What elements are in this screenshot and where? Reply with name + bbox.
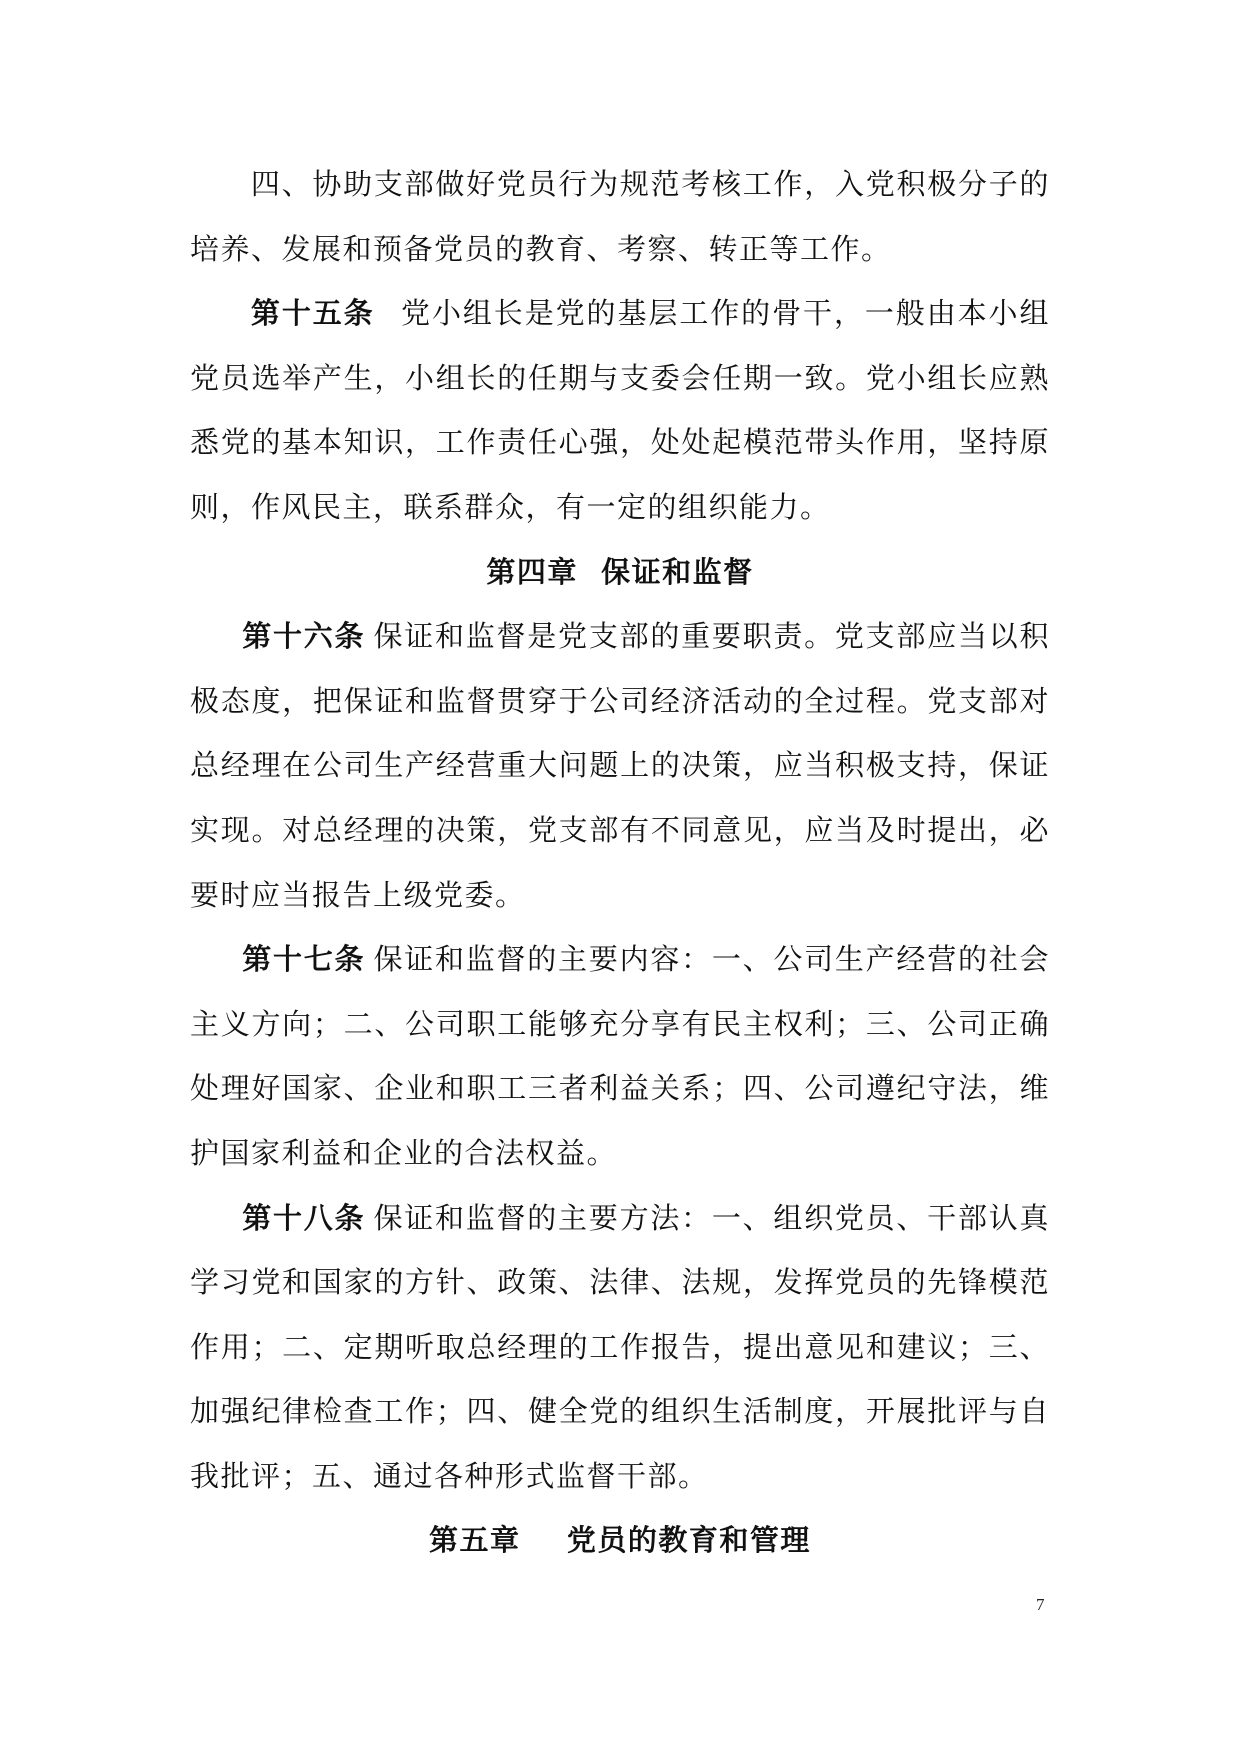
article-text: 保证和监督是党支部的重要职责。党支部应当以积极态度，把保证和监督贯穿于公司经济活动的全过程。党支部对总经理在公司生产经营重大问题上的决策，应当积极支持，保证实现。对总经理的决策，党支部有不同意见，应当及时提出，必要时应当报告上级党委。: [190, 619, 1050, 912]
paragraph-text: 四、协助支部做好党员行为规范考核工作，入党积极分子的培养、发展和预备党员的教育、考察、转正等工作。: [190, 167, 1050, 266]
article-18: [190, 1186, 1050, 1509]
article-number: 第十六条: [242, 619, 366, 654]
article-number: 第十七条: [242, 942, 366, 977]
article-15: [190, 281, 1050, 539]
article-text: 党小组长是党的基层工作的骨干，一般由本小组党员选举产生，小组长的任期与支委会任期一致。党小组长应熟悉党的基本知识，工作责任心强，处处起模范带头作用，坚持原则，作风民主，联系群众，有一定的组织能力。: [190, 296, 1050, 524]
page-number: 7: [1036, 1595, 1045, 1614]
article-text: 保证和监督的主要方法：一、组织党员、干部认真学习党和国家的方针、政策、法律、法规，发挥党员的先锋模范作用；二、定期听取总经理的工作报告，提出意见和建议；三、加强纪律检查工作；四、健全党的组织生活制度，开展批评与自我批评；五、通过各种形式监督干部。: [190, 1200, 1050, 1493]
article-16: [190, 604, 1050, 927]
article-number: 第十八条: [242, 1200, 366, 1235]
document-body: [190, 152, 1050, 1573]
paragraph-duty-four: [190, 152, 1050, 281]
chapter-heading-4: 第四章 保证和监督: [486, 554, 754, 589]
article-17: [190, 927, 1050, 1185]
article-number: 第十五条: [250, 296, 375, 331]
article-text: 保证和监督的主要内容：一、公司生产经营的社会主义方向；二、公司职工能够充分享有民主权利；三、公司正确处理好国家、企业和职工三者利益关系；四、公司遵纪守法，维护国家利益和企业的合法权益。: [190, 942, 1050, 1170]
chapter-heading-5: 第五章 党员的教育和管理: [429, 1523, 811, 1558]
